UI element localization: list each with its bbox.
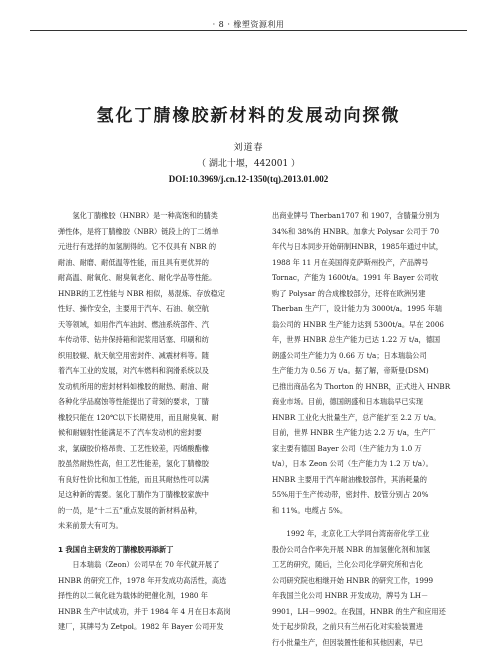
text-line: 翁公司的 HNBR 生产能力达到 5300t/a。早在 2006 (272, 319, 445, 329)
text-line: 的一员，是“十二五”重点发展的新材料品种， (58, 505, 202, 515)
text-line: 有良好性价比和加工性能，而且其耐热性可以满 (58, 474, 209, 484)
text-line: 发动机所用的密封材料如橡胶的耐热、耐油、耐 (58, 381, 209, 391)
text-line: HNBR 生产中试成功，并于 1984 年 4 月在日本高岗 (58, 606, 231, 616)
text-line: HNBR 工业化大批量生产，总产能扩至 2.2 万 t/a。 (272, 412, 441, 422)
text-line: 元进行有选择的加氢制得的。它不仅具有 NBR 的 (58, 242, 217, 251)
header-rule (30, 30, 467, 31)
text-line: 车传动带、钻井保持箱和泥浆用话塞、印刷和纺 (58, 335, 209, 344)
text-line: 织用胶辊、航天航空用密封件、减震材料等。随 (58, 350, 209, 360)
text-line: 9901，LH－9902。在我国，HNBR 的生产和应用还 (272, 606, 446, 616)
left-column (58, 208, 254, 635)
text-line: HNBR 主要用于汽车耐油橡胶部件，其消耗量的 (272, 474, 427, 484)
text-line: 着汽车工业的发展，对汽车燃料和润滑系统以及 (58, 366, 209, 375)
section-gap (58, 534, 254, 542)
text-line: 天等领域，如用作汽车油封、燃油系统部件、汽 (58, 319, 209, 329)
text-line: 弹性体，是将丁腈橡胶（NBR）链段上的丁二烯单 (58, 226, 219, 236)
text-line: 已推出商品名为 Thorton 的 HNBR，正式进入 HNBR (272, 381, 451, 391)
text-line: 1988 年 11 月在美国得克萨斯州投产，产品牌号 (272, 257, 429, 267)
text-line: 候和耐辐射性能满足不了汽车发动机的密封要 (58, 428, 202, 437)
text-line: 家主要有德国 Bayer 公司（生产能力为 1.0 万 (272, 443, 422, 453)
text-line: 性好、操作安全，主要用于汽车、石油、航空航 (58, 304, 209, 313)
article-title: 氢化丁腈橡胶新材料的发展动向探微 (96, 106, 401, 126)
text-line: 未来前景大有可为。 (58, 521, 123, 530)
text-line: 橡胶只能在 120℃以下长期使用，而且耐臭氧、耐 (58, 412, 219, 422)
text-line: 耐油、耐磨、耐低温等性能，而且具有更优异的 (58, 257, 209, 267)
text-line: 处于起步阶段，之前只有兰州石化对实验装置进 (272, 622, 423, 631)
text-line: 1992 年，北京化工大学同台湾南帝化学工业 (272, 529, 430, 538)
text-line: Tornac，产能为 1600t/a。1991 年 Bayer 公司收 (272, 273, 439, 282)
text-line: 建厂，其牌号为 Zetpol。1982 年 Bayer 公司开发 (58, 622, 224, 631)
text-line: 生产能力为 0.56 万 t/a。据了解，帝斯曼(DSM) (272, 366, 429, 375)
text-line: 求，氯磺胶价格昂贵、工艺性较差，丙烯酸酯橡 (58, 443, 209, 453)
text-line: 足这种新的需要。氢化丁腈作为丁腈橡胶家族中 (58, 490, 209, 499)
text-line: t/a），日本 Zeon 公司（生产能力为 1.2 万 t/a）。 (272, 459, 433, 468)
paragraph-gap (272, 518, 474, 526)
text-line: 氢化丁腈橡胶（HNBR）是一种高饱和的腈类 (58, 211, 218, 220)
article-author: 刘道春 (233, 143, 264, 153)
text-line: 公司研究院也相继开始 HNBR 的研究工作，1999 (272, 575, 434, 585)
left-paragraph-1 (58, 208, 254, 534)
left-paragraph-2 (58, 557, 254, 635)
text-line: 年代与日本同步开始研制HNBR，1985年通过中试， (272, 242, 443, 251)
right-paragraph-1 (272, 208, 474, 518)
text-line: 目前，世界 HNBR 生产能力达 2.2 万 t/a，生产厂 (272, 428, 436, 437)
text-line: 胶虽然耐热性高，但工艺性能差，氢化丁腈橡胶 (58, 459, 209, 468)
text-line: 商业市场。目前，德国朗盛和日本瑞翁早已实现 (272, 397, 423, 406)
text-line: 股份公司合作率先开展 NBR 的加氢催化剂和加氢 (272, 544, 431, 554)
text-line: 日本瑞翁（Zeon）公司早在 70 年代就开展了 (58, 560, 220, 569)
text-line: 朗盛公司生产能力为 0.66 万 t/a；日本瑞翁公司 (272, 350, 427, 360)
text-line: 34%和 38%的 HNBR。加拿大 Polysar 公司于 70 (272, 226, 440, 236)
article-doi: DOI:10.3969/j.cn.12-1350(tq).2013.01.002 (168, 174, 329, 184)
right-paragraph-2 (272, 526, 474, 650)
text-line: HNBR的工艺性能与 NBR 相似，易混炼、存放稳定 (58, 288, 225, 298)
text-line: 出商业牌号 Therban1707 和 1907，含腈量分别为 (272, 211, 440, 220)
text-line: 各种化学品腐蚀等性能提出了苛刻的要求，丁腈 (58, 397, 209, 406)
text-line: 年，世界 HNBR 总生产能力已达 1.22 万 t/a，德国 (272, 335, 441, 344)
text-line: 和 11%。电缆占 5%。 (272, 505, 348, 515)
text-line: Therban 生产厂，设计能力为 3000t/a。1995 年瑞 (272, 304, 442, 313)
text-line: 行小批量生产，但因装置性能和其他因素，早已 (272, 637, 423, 647)
section-1-heading: 1 我国自主研发的丁腈橡胶再添新丁 (58, 544, 174, 554)
text-line: 年我国兰化公司 HNBR 开发成功，牌号为 LH－ (272, 591, 429, 600)
running-header: · 8 · 橡塑资源利用 (212, 20, 285, 29)
text-line: HNBR 的研究工作，1978 年开发成功高活性，高选 (58, 575, 227, 585)
text-line: 择性的以二氧化硅为载体的钯催化剂，1980 年 (58, 591, 208, 600)
text-line: 购了 Polysar 的合成橡胶部分，还将在欧洲另建 (272, 288, 426, 298)
text-line: 工艺的研究，随后，兰化公司化学研究所和吉化 (272, 560, 423, 569)
article-affiliation: （ 湖北十堰，442001 ） (196, 159, 301, 169)
right-column (272, 208, 474, 650)
text-line: 耐高温、耐氧化、耐臭氧老化、耐化学品等性能。 (58, 273, 217, 282)
text-line: 55%用于生产传动带，密封件、胶管分别占 20% (272, 490, 429, 499)
